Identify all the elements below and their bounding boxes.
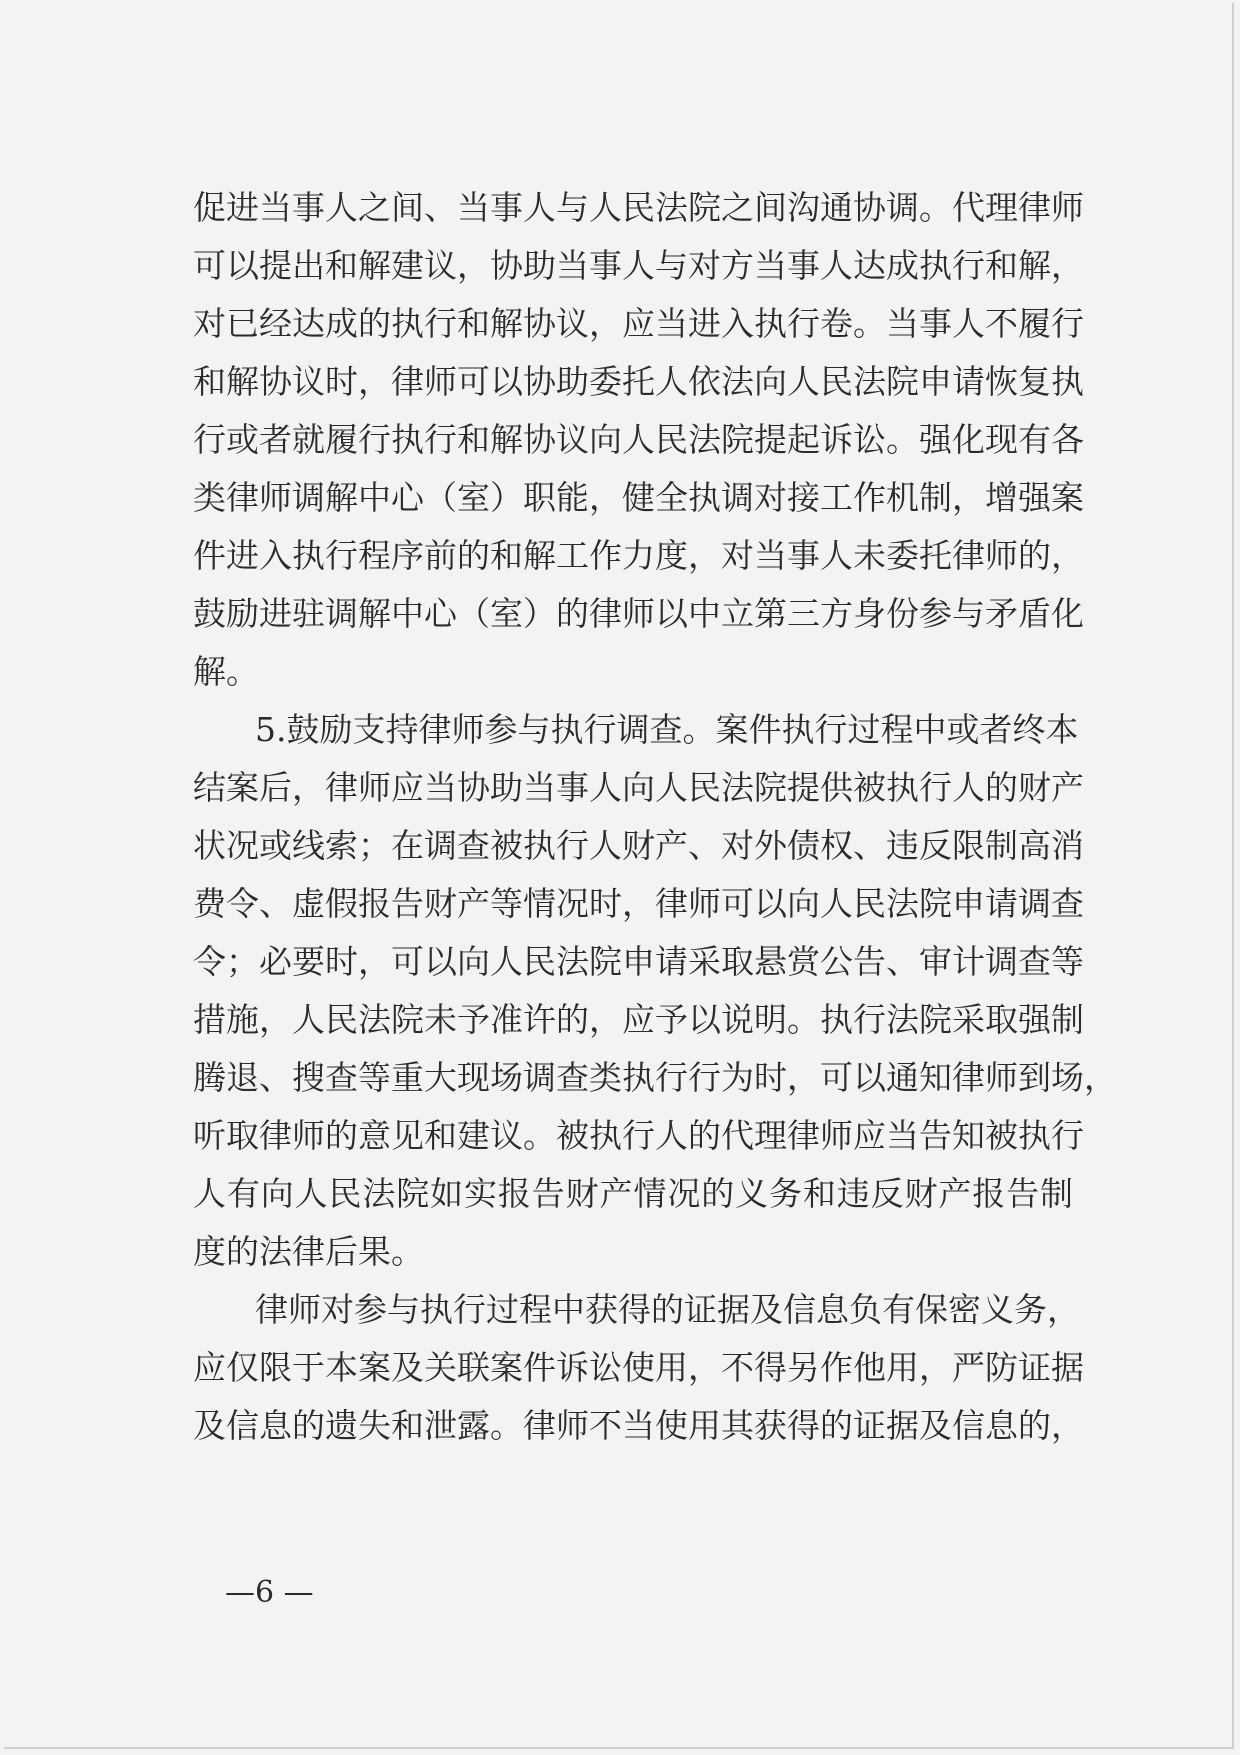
paragraph-start-line: 5.鼓励支持律师参与执行调查。案件执行过程中或者终本 [255, 710, 1079, 749]
text-line: 腾退、搜查等重大现场调查类执行行为时，可以通知律师到场， [193, 1058, 1117, 1097]
text-line: 和解协议时，律师可以协助委托人依法向人民法院申请恢复执 [193, 362, 1084, 401]
text-line: 解。 [193, 652, 259, 691]
page-number: —6 — [225, 1575, 314, 1610]
text-line: 令；必要时，可以向人民法院申请采取悬赏公告、审计调查等 [193, 942, 1084, 981]
text-line: 应仅限于本案及关联案件诉讼使用，不得另作他用，严防证据 [193, 1348, 1084, 1387]
text-line: 鼓励进驻调解中心（室）的律师以中立第三方身份参与矛盾化 [193, 594, 1084, 633]
text-line: 措施，人民法院未予准许的，应予以说明。执行法院采取强制 [193, 1000, 1084, 1039]
text-line: 人有向人民法院如实报告财产情况的义务和违反财产报告制 [193, 1174, 1073, 1213]
text-line: 状况或线索；在调查被执行人财产、对外债权、违反限制高消 [193, 826, 1084, 865]
paragraph-start-line: 律师对参与执行过程中获得的证据及信息负有保密义务， [255, 1290, 1080, 1329]
text-line: 听取律师的意见和建议。被执行人的代理律师应当告知被执行 [193, 1116, 1084, 1155]
text-line: 促进当事人之间、当事人与人民法院之间沟通协调。代理律师 [193, 188, 1084, 227]
text-line: 类律师调解中心（室）职能，健全执调对接工作机制，增强案 [193, 478, 1084, 517]
text-line: 度的法律后果。 [193, 1232, 424, 1271]
text-line: 件进入执行程序前的和解工作力度，对当事人未委托律师的， [193, 536, 1084, 575]
text-line: 费令、虚假报告财产等情况时，律师可以向人民法院申请调查 [193, 884, 1084, 923]
text-line: 行或者就履行执行和解协议向人民法院提起诉讼。强化现有各 [193, 420, 1084, 459]
text-line: 可以提出和解建议，协助当事人与对方当事人达成执行和解， [193, 246, 1084, 285]
text-line: 结案后，律师应当协助当事人向人民法院提供被执行人的财产 [193, 768, 1084, 807]
text-line: 及信息的遗失和泄露。律师不当使用其获得的证据及信息的， [193, 1406, 1084, 1445]
text-line: 对已经达成的执行和解协议，应当进入执行卷。当事人不履行 [193, 304, 1084, 343]
